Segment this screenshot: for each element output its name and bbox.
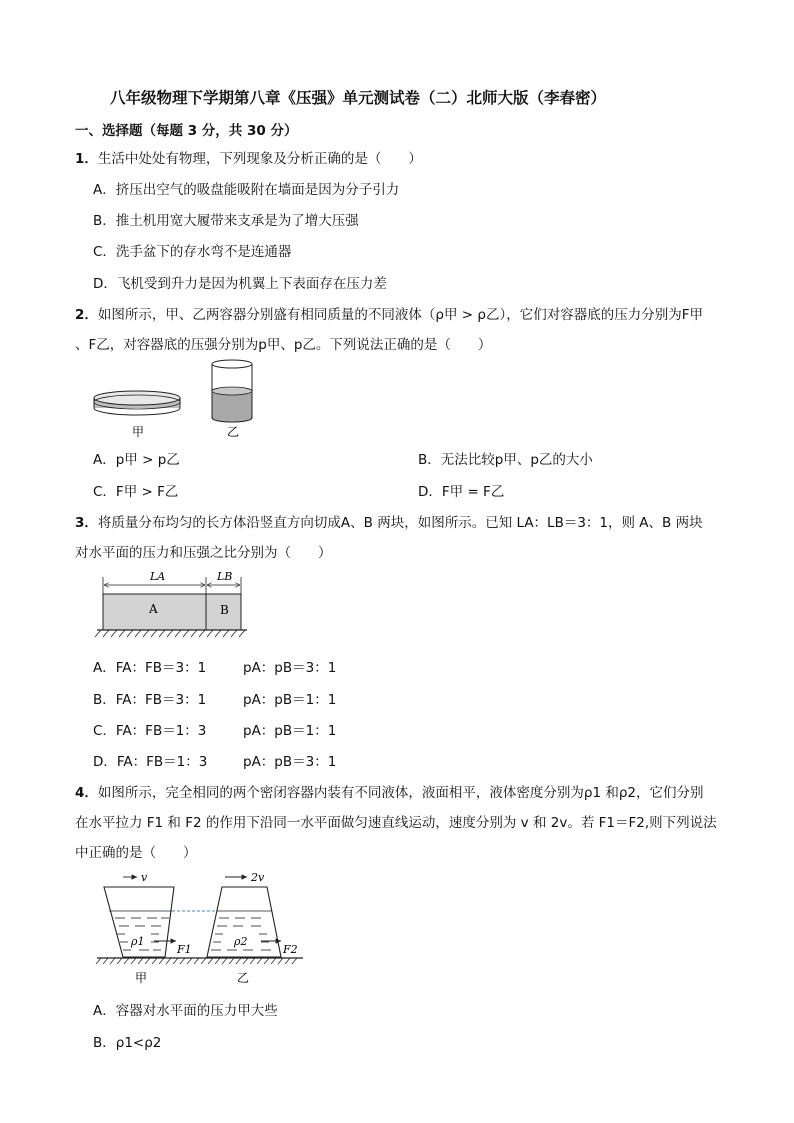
q1-option-c: C．洗手盆下的存水弯不是连通器 [93, 244, 292, 260]
block-figure [95, 567, 255, 639]
q4-option-a: A．容器对水平面的压力甲大些 [93, 1003, 278, 1019]
label-jia: 甲 [132, 425, 145, 439]
container-jia [94, 391, 180, 415]
q2-option-d: D．F甲 = F乙 [418, 484, 505, 500]
section-heading: 一、选择题（每题 3 分，共 30 分） [75, 123, 298, 139]
question-stem-line1: 将质量分布均匀的长方体沿竖直方向切成A、B 两块，如图所示。已知 LA：LB＝3：1，则 A、B 两块 [97, 515, 703, 531]
q1-option-b: B．推土机用宽大履带来支承是为了增大压强 [93, 213, 359, 229]
option-force: A．FA：FB＝3：1 [93, 660, 207, 676]
container-jia [104, 887, 174, 957]
q3-option-d: D．FA：FB＝1：3 [93, 754, 208, 770]
containers-figure [90, 358, 270, 440]
q3-option-b: B．FA：FB＝3：1 [93, 692, 207, 708]
question-stem-line3: 中正确的是（ ） [75, 845, 197, 861]
label-v: v [141, 871, 148, 884]
q3-option-d-pressure: pA：pB＝3：1 [243, 754, 337, 770]
label-yi: 乙 [237, 971, 250, 985]
q2-option-a: A．p甲 > p乙 [93, 452, 180, 468]
q2-option-c: C．F甲 > F乙 [93, 484, 179, 500]
question-2 [75, 303, 703, 323]
label-2v: 2v [251, 871, 265, 884]
q4-option-b: B．ρ1<ρ2 [93, 1035, 162, 1051]
label-f2: F2 [283, 943, 298, 956]
question-stem-line2: 、F乙，对容器底的压强分别为p甲、p乙。下列说法正确的是（ ） [75, 337, 492, 353]
label-jia: 甲 [135, 971, 148, 985]
moving-containers-figure [95, 865, 310, 990]
q2-option-b: B．无法比较p甲、p乙的大小 [418, 452, 593, 468]
label-a: A [149, 602, 158, 616]
page-title: 八年级物理下学期第八章《压强》单元测试卷（二）北师大版（李春密） [110, 89, 607, 107]
q3-option-b-pressure: pA：pB＝1：1 [243, 692, 337, 708]
label-la: LA [150, 570, 166, 583]
question-number: 1． [75, 151, 98, 167]
q1-option-d: D．飞机受到升力是因为机翼上下表面存在压力差 [93, 276, 387, 292]
question-stem: 生活中处处有物理，下列现象及分析正确的是（ ） [97, 151, 422, 167]
question-4 [75, 781, 704, 801]
q3-option-c: C．FA：FB＝1：3 [93, 723, 207, 739]
question-stem-line1: 如图所示，完全相同的两个密闭容器内装有不同液体，液面相平，液体密度分别为ρ1 和ρ2，它们分别 [97, 785, 704, 801]
question-number: 2． [75, 307, 98, 323]
q3-option-a-pressure: pA：pB＝3：1 [243, 660, 337, 676]
question-number: 4． [75, 785, 98, 801]
label-yi: 乙 [227, 425, 240, 439]
question-3 [75, 511, 703, 531]
label-lb: LB [217, 570, 233, 583]
container-yi [212, 360, 252, 422]
question-stem-line1: 如图所示，甲、乙两容器分别盛有相同质量的不同液体（ρ甲 > ρ乙），它们对容器底的压力分别为F甲 [97, 307, 703, 323]
label-f1: F1 [177, 943, 192, 956]
q3-option-a [93, 656, 206, 676]
q3-option-c-pressure: pA：pB＝1：1 [243, 723, 337, 739]
container-yi [207, 887, 281, 957]
ground-hatch [96, 958, 297, 964]
question-1 [75, 147, 422, 167]
question-stem-line2: 在水平拉力 F1 和 F2 的作用下沿同一水平面做匀速直线运动，速度分别为 v 和 2v。若 F1＝F2,则下列说法 [75, 815, 717, 831]
q1-option-a: A．挤压出空气的吸盘能吸附在墙面是因为分子引力 [93, 182, 400, 198]
label-rho2: ρ2 [234, 935, 248, 948]
label-b: B [220, 603, 229, 617]
label-rho1: ρ1 [131, 935, 145, 948]
question-stem-line2: 对水平面的压力和压强之比分别为（ ） [75, 545, 332, 561]
question-number: 3． [75, 515, 98, 531]
ground-hatch [95, 630, 245, 637]
